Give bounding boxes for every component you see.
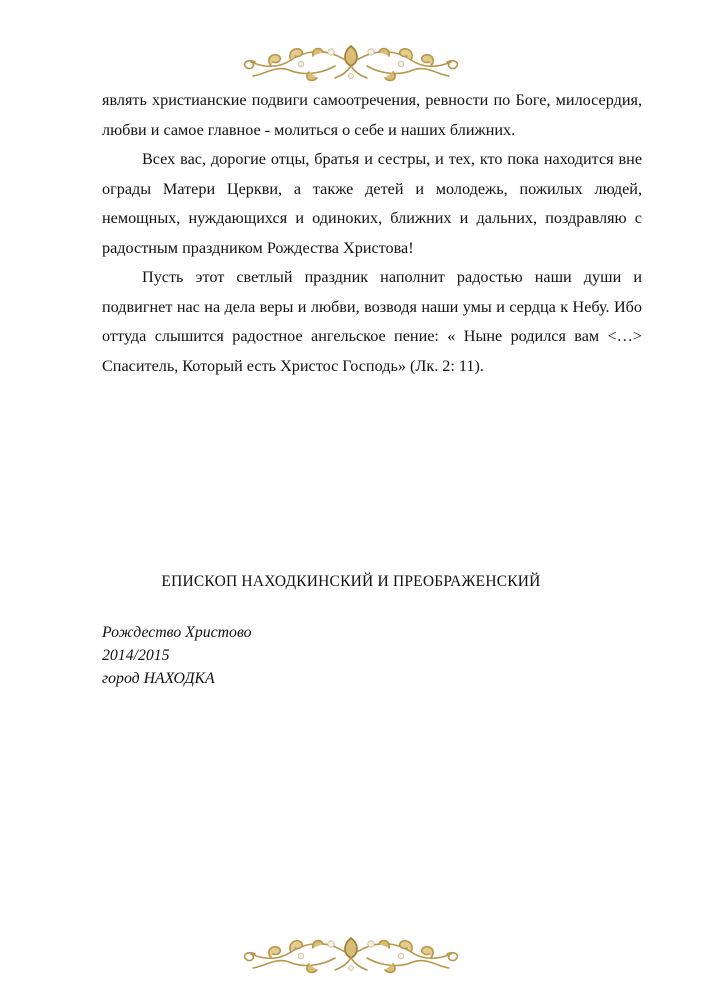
paragraph-1: являть христианские подвиги самоотречения, ревности по Боге, милосердия, любви и самое главное - молиться о себе и наших ближних. xyxy=(102,91,642,139)
paragraph-2: Всех вас, дорогие отцы, братья и сестры, и тех, кто пока находится вне ограды Матери Церкви, а также детей и молодежь, пожилых людей, немощных, нуждающихся и одиноких, ближних и дальних, поздравляю с радостным праздником Рождества Христова! xyxy=(102,150,642,257)
paragraph-3: Пусть этот светлый праздник наполнит радостью наши души и подвигнет нас на дела веры и любви, возводя наши умы и сердца к Небу. Ибо оттуда слышится радостное ангельское пение: « Ныне родился вам <…> Спаситель, Который есть Христос Господь» (Лк. 2: 11). xyxy=(102,268,642,375)
closing-block xyxy=(102,621,252,690)
top-floral-ornament-icon xyxy=(231,38,471,88)
bottom-floral-ornament-icon xyxy=(231,930,471,980)
closing-years: 2014/2015 xyxy=(102,647,170,664)
signature-title: ЕПИСКОП НАХОДКИНСКИЙ И ПРЕОБРАЖЕНСКИЙ xyxy=(161,573,541,590)
letter-body xyxy=(102,86,642,381)
closing-city: город НАХОДКА xyxy=(102,670,215,687)
closing-occasion: Рождество Христово xyxy=(102,624,252,641)
